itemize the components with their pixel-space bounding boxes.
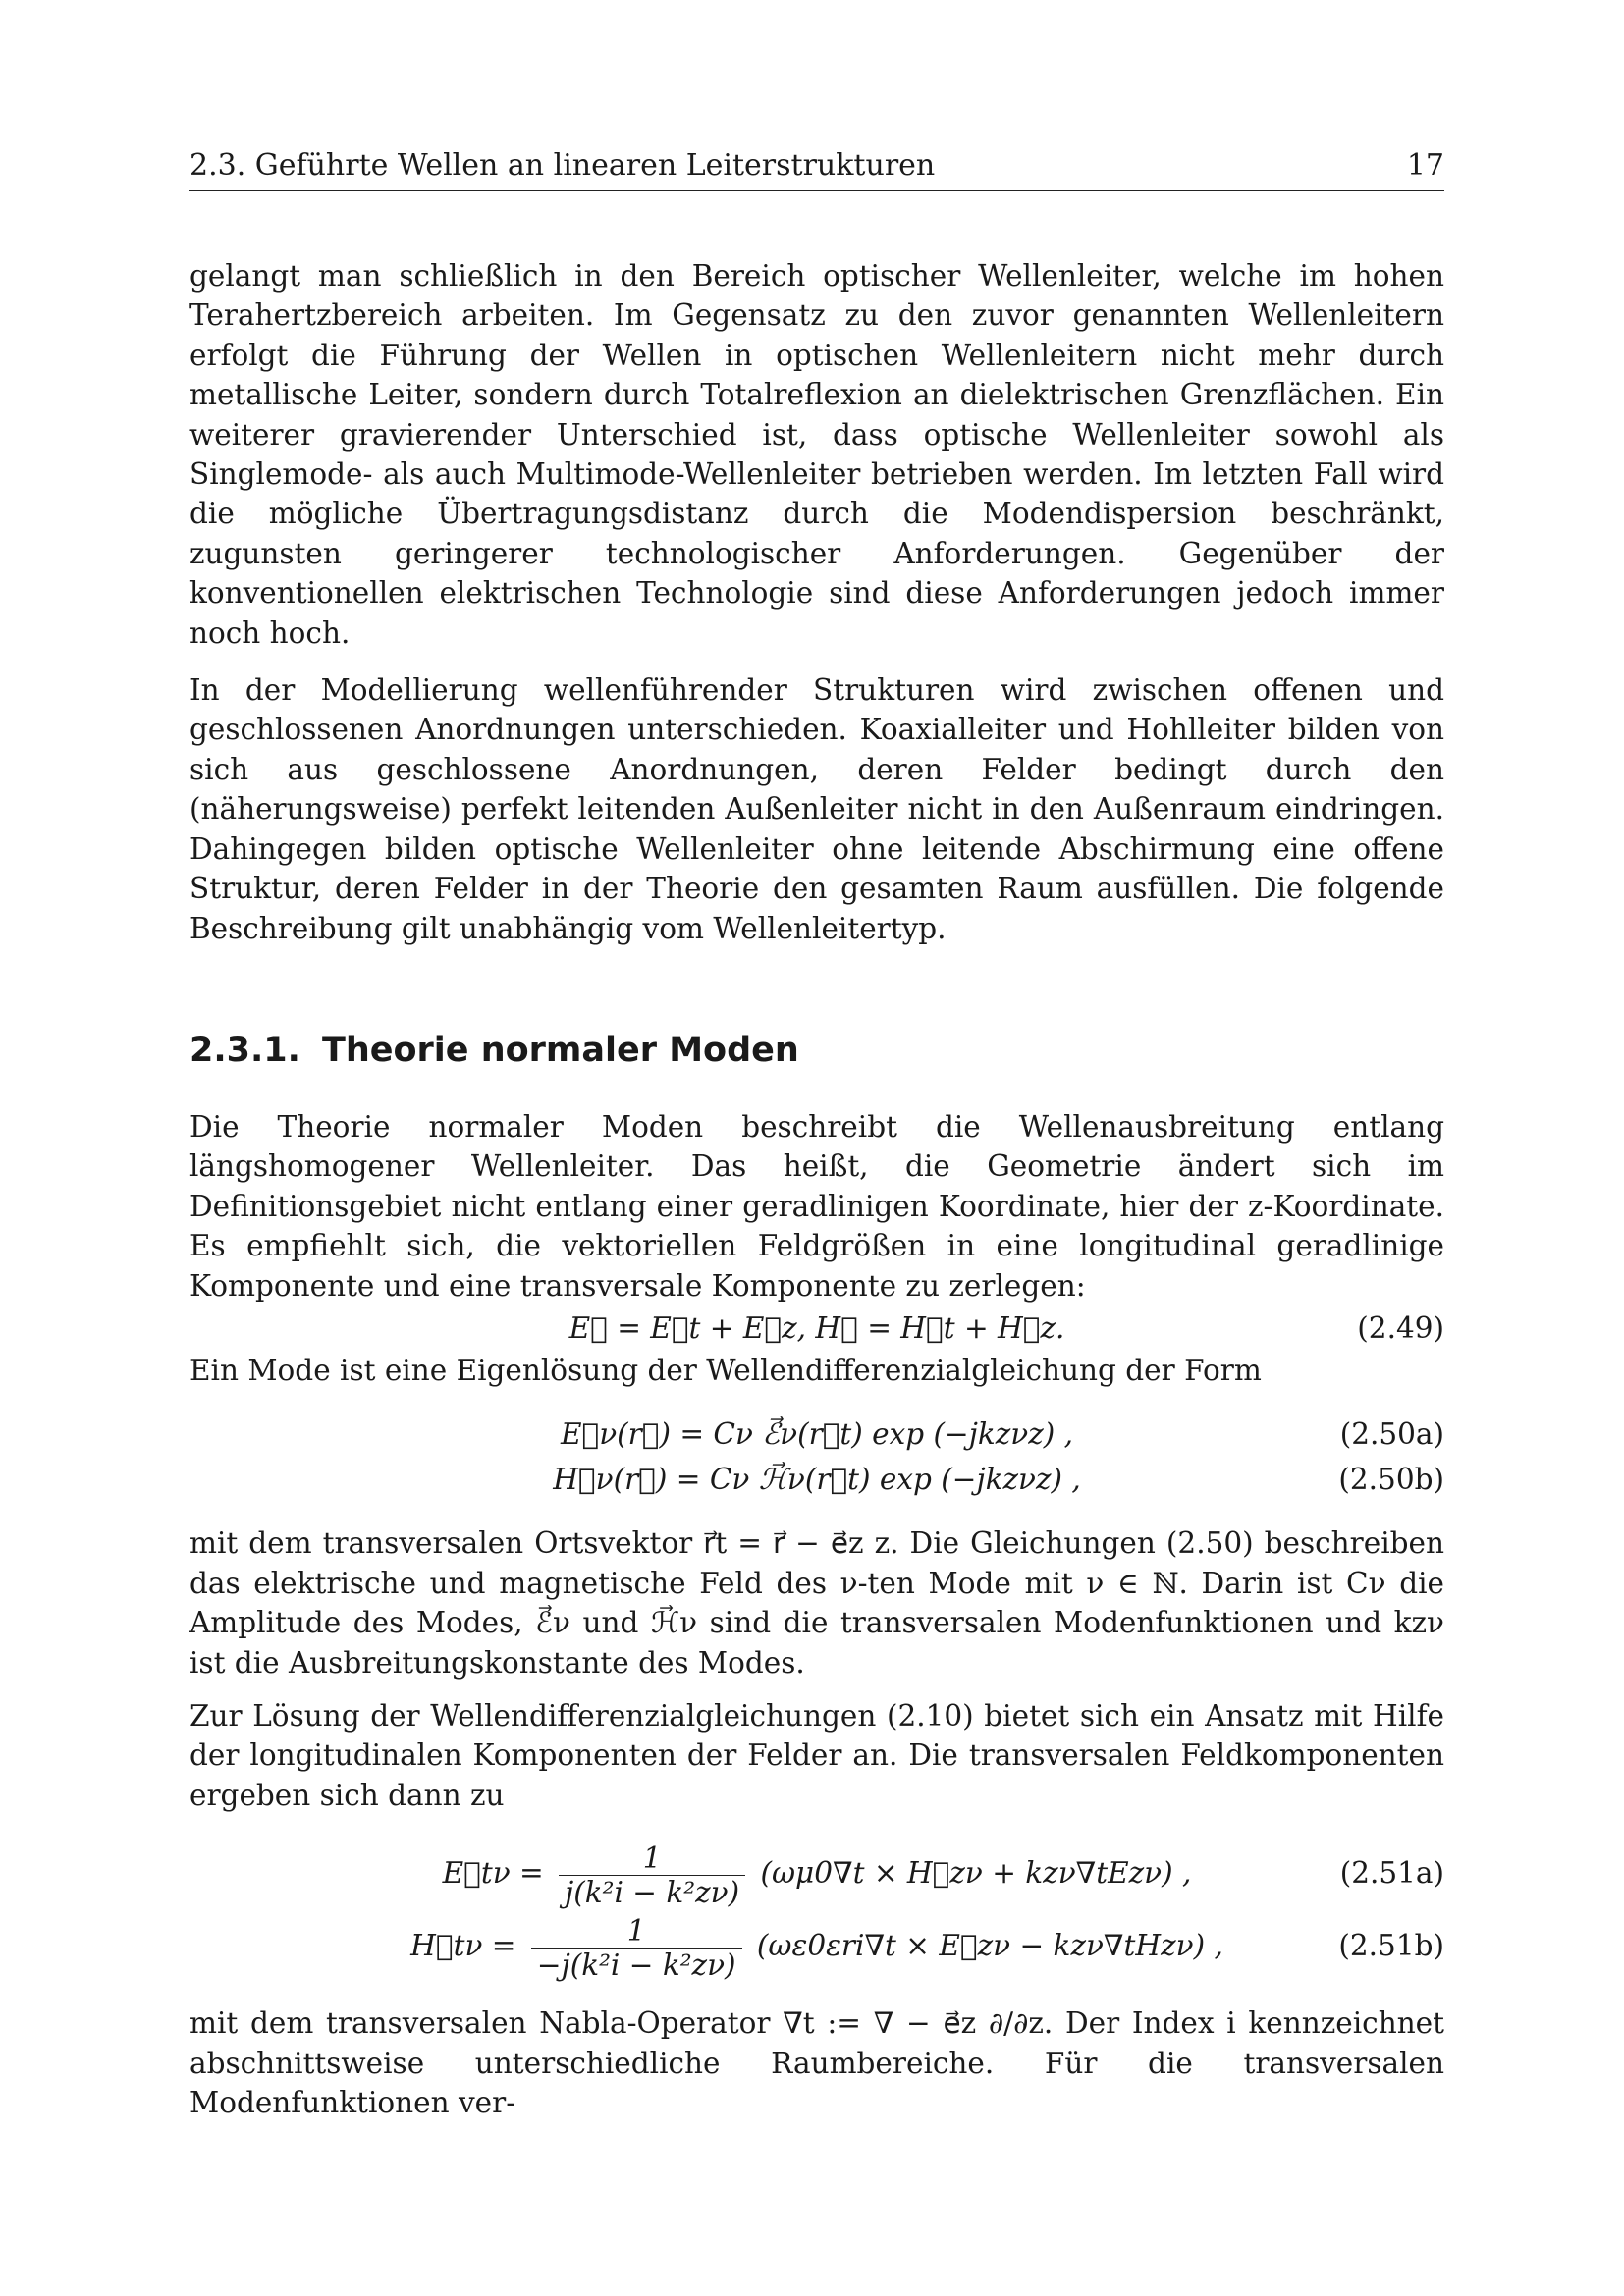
equation-2-51b-body: [189, 1909, 1444, 1982]
paragraph-6: Zur Lösung der Wellendifferenzialgleichungen (2.10) bietet sich ein Ansatz mit Hilfe der longitudinalen Komponenten der Felder an. Die transversalen Feldkomponenten ergeben sich dann zu: [189, 1698, 1444, 1812]
running-head-section: 2.3. Geführte Wellen an linearen Leiterstrukturen: [189, 148, 936, 183]
section-title: Theorie normaler Moden: [321, 1030, 799, 1070]
equation-2-49: [189, 1306, 1444, 1351]
paragraph-7: mit dem transversalen Nabla-Operator ∇t := ∇ − e⃗z ∂/∂z. Der Index i kennzeichnet abschnittsweise unterschiedliche Raumbereiche. Für die transversalen Modenfunktionen ver-: [189, 2006, 1444, 2119]
equation-2-51a-fraction: [559, 1842, 745, 1909]
equation-2-50a: [189, 1412, 1444, 1457]
page-number: 17: [1406, 148, 1444, 183]
equation-2-51b-numerator: 1: [626, 1913, 646, 1948]
equation-2-51a: [189, 1837, 1444, 1909]
equation-2-51a-body: [189, 1837, 1444, 1909]
paragraph-5: mit dem transversalen Ortsvektor r⃗t = r⃗ − e⃗z z. Die Gleichungen (2.50) beschreiben das elektrische und magnetische Feld des ν-ten Mode mit ν ∈ ℕ. Darin ist Cν die Amplitude des Modes, ℰ⃗ν und ℋ⃗ν sind die transversalen Modenfunktionen und kzν ist die Ausbreitungskonstante des Modes.: [189, 1526, 1444, 1680]
running-head: [189, 147, 1444, 191]
equation-2-51a-rhs: (ωμ0∇t × H⃗zν + kzν∇tEzν) ,: [760, 1856, 1192, 1891]
paragraph-1: gelangt man schließlich in den Bereich optischer Wellenleiter, welche im hohen Terahertzbereich arbeiten. Im Gegensatz zu den zuvor genannten Wellenleitern erfolgt die Führung der Wellen in optischen Wellenleitern nicht mehr durch metallische Leiter, sondern durch Totalreflexion an dielektrischen Grenzflächen. Ein weiterer gravierender Unterschied ist, dass optische Wellenleiter sowohl als Singlemode- als auch Multimode-Wellenleiter betrieben werden. Im letzten Fall wird die mögliche Übertragungsdistanz durch die Modendispersion beschränkt, zugunsten geringerer technologischer Anforderungen. Gegenüber der konventionellen elektrischen Technologie sind diese Anforderungen jedoch immer noch hoch.: [189, 259, 1444, 650]
equation-2-50a-body: E⃗ν(r⃗) = Cν ℰ⃗ν(r⃗t) exp (−jkzνz) ,: [560, 1417, 1074, 1452]
equation-2-51b-lhs: H⃗tν =: [410, 1929, 516, 1963]
equation-2-49-number: (2.49): [1357, 1310, 1444, 1345]
paragraph-3: Die Theorie normaler Moden beschreibt die Wellenausbreitung entlang längshomogener Wellenleiter. Das heißt, die Geometrie ändert sich im Definitionsgebiet nicht entlang einer geradlinigen Koordinate, hier der z-Koordinate. Es empfiehlt sich, die vektoriellen Feldgrößen in eine longitudinal geradlinige Komponente und eine transversale Komponente zu zerlegen:: [189, 1109, 1444, 1303]
equation-2-51b: [189, 1909, 1444, 1982]
equation-2-51a-number: (2.51a): [1339, 1856, 1444, 1891]
equation-2-50b-body: H⃗ν(r⃗) = Cν ℋ⃗ν(r⃗t) exp (−jkzνz) ,: [553, 1463, 1081, 1497]
paragraph-4: Ein Mode ist eine Eigenlösung der Wellendifferenzialgleichung der Form: [189, 1353, 1262, 1387]
equation-2-51b-rhs: (ωε0εri∇t × E⃗zν − kzν∇tHzν) ,: [756, 1929, 1223, 1963]
equation-2-50a-number: (2.50a): [1339, 1417, 1444, 1452]
equation-2-51a-denominator: j(k²i − k²zν): [559, 1875, 745, 1909]
equation-2-50b-number: (2.50b): [1338, 1463, 1444, 1497]
equation-2-49-body: E⃗ = E⃗t + E⃗z, H⃗ = H⃗t + H⃗z.: [568, 1310, 1065, 1345]
equation-2-50b: [189, 1457, 1444, 1502]
page: [189, 147, 1444, 2122]
section-number: 2.3.1.: [189, 1030, 300, 1070]
equation-2-51b-denominator: −j(k²i − k²zν): [531, 1948, 742, 1982]
equation-2-51b-number: (2.51b): [1338, 1929, 1444, 1963]
section-heading: [189, 1029, 1444, 1072]
equation-2-51b-fraction: [531, 1914, 742, 1982]
paragraph-2: In der Modellierung wellenführender Strukturen wird zwischen offenen und geschlossenen Anordnungen unterschieden. Koaxialleiter und Hohlleiter bilden von sich aus geschlossene Anordnungen, deren Felder bedingt durch den (näherungsweise) perfekt leitenden Außenleiter nicht in den Außenraum eindringen. Dahingegen bilden optische Wellenleiter ohne leitende Abschirmung eine offene Struktur, deren Felder in der Theorie den gesamten Raum ausfüllen. Die folgende Beschreibung gilt unabhängig vom Wellenleitertyp.: [189, 673, 1444, 945]
equation-2-51a-lhs: E⃗tν =: [442, 1856, 544, 1891]
equation-2-51a-numerator: 1: [642, 1841, 662, 1875]
